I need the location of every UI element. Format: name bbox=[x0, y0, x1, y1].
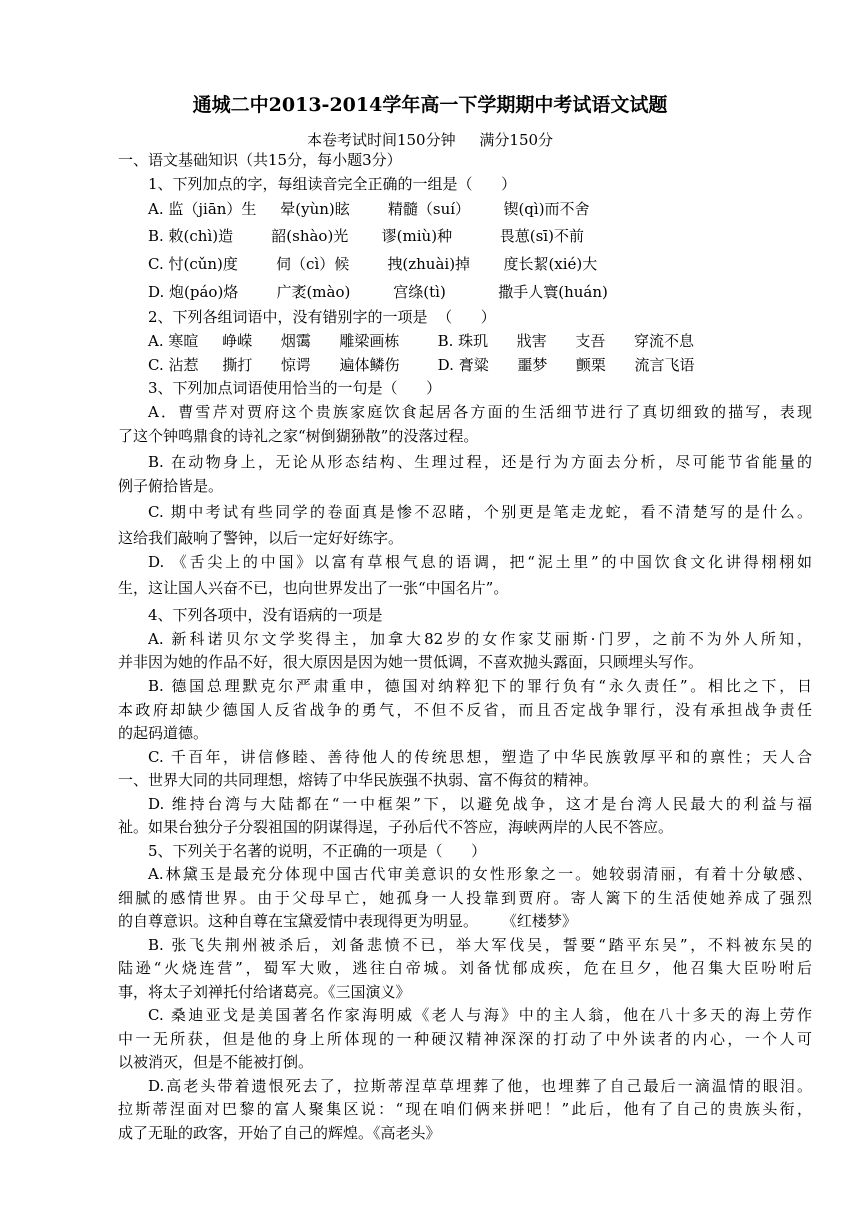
question-stem: 2、下列各组词语中，没有错别字的一项是 （ ） bbox=[148, 308, 496, 326]
paragraph-line: A．曹雪芹对贾府这个贵族家庭饮食起居各方面的生活细节进行了真切细致的描写，表现 bbox=[148, 403, 812, 421]
paragraph-line: 本政府却缺少德国人反省战争的勇气，不但不反省，而且否定战争罪行，没有承担战争责任 bbox=[118, 701, 812, 719]
question-stem: 3、下列加点词语使用恰当的一句是（ ） bbox=[148, 379, 442, 397]
paragraph-line: 的起码道德。 bbox=[118, 724, 209, 742]
paragraph-line: B. 在动物身上，无论从形态结构、生理过程，还是行为方面去分析，尽可能节省能量的 bbox=[148, 453, 812, 471]
paragraph-line: D.高老头带着遗恨死去了，拉斯蒂涅草草埋葬了他，也埋葬了自己最后一滴温情的眼泪。 bbox=[148, 1077, 812, 1095]
paragraph-line: 事，将太子刘禅托付给诸葛亮。《三国演义》 bbox=[118, 983, 411, 1001]
paragraph-line: 一、世界大同的共同理想，熔铸了中华民族强不执弱、富不侮贫的精神。 bbox=[118, 771, 599, 789]
section-heading: 一、语文基础知识（共15分，每小题3分） bbox=[118, 151, 402, 169]
question-stem: 4、下列各项中，没有语病的一项是 bbox=[148, 606, 383, 624]
paragraph-line: 中一无所获，但是他的身上所体现的一种硬汉精神深深的打动了中外读者的内心，一个人可 bbox=[118, 1030, 812, 1048]
paragraph-line: 陆逊“火烧连营”，蜀军大败，逃往白帝城。刘备忧郁成疾，危在旦夕，他召集大臣吩咐后 bbox=[118, 959, 812, 977]
paragraph-line: 拉斯蒂涅面对巴黎的富人聚集区说：“现在咱们俩来拼吧！”此后，他有了自己的贵族头衔， bbox=[118, 1100, 812, 1118]
option-line: C. 沾惹 撕打 惊谔 遍体鳞伤 D. 膏粱 噩梦 颤栗 流言飞语 bbox=[148, 356, 695, 374]
paragraph-line: 细腻的感情世界。由于父母早亡，她孤身一人投靠到贾府。寄人篱下的生活使她养成了强烈 bbox=[118, 889, 812, 907]
paragraph-line: A.林黛玉是最充分体现中国古代审美意识的女性形象之一。她较弱清丽，有着十分敏感、 bbox=[148, 865, 812, 883]
paragraph-line: C. 桑迪亚戈是美国著名作家海明威《老人与海》中的主人翁，他在八十多天的海上劳作 bbox=[148, 1006, 812, 1024]
paragraph-line: B. 德国总理默克尔严肃重申，德国对纳粹犯下的罪行负有“永久责任”。相比之下，日 bbox=[148, 677, 812, 695]
option-line: C. 忖(cǔn)度 伺（cì）候 拽(zhuài)掉 度长絜(xié)大 bbox=[148, 255, 598, 273]
paragraph-line: C. 千百年，讲信修睦、善待他人的传统思想，塑造了中华民族敦厚平和的禀性；天人合 bbox=[148, 748, 812, 766]
question-stem: 1、下列加点的字，每组读音完全正确的一组是（ ） bbox=[148, 175, 517, 193]
paragraph-line: 的自尊意识。这种自尊在宝黛爱情中表现得更为明显。 《红楼梦》 bbox=[118, 912, 577, 930]
paragraph-line: C. 期中考试有些同学的卷面真是惨不忍睹，个别更是笔走龙蛇，看不清楚写的是什么。 bbox=[148, 503, 812, 521]
paragraph-line: A. 新科诺贝尔文学奖得主，加拿大82岁的女作家艾丽斯·门罗，之前不为外人所知， bbox=[148, 630, 812, 648]
paragraph-line: 成了无耻的政客，开始了自己的辉煌。《高老头》 bbox=[118, 1124, 441, 1142]
paragraph-line: B. 张飞失荆州被杀后，刘备悲愤不已，举大军伐吴，誓要“踏平东吴”，不料被东吴的 bbox=[148, 936, 812, 954]
paragraph-line: 生，这让国人兴奋不已，也向世界发出了一张“中国名片”。 bbox=[118, 579, 509, 597]
paragraph-line: 这给我们敲响了警钟，以后一定好好练字。 bbox=[118, 529, 404, 547]
exam-info: 本卷考试时间150分钟 满分150分 bbox=[306, 131, 554, 149]
paragraph-line: D. 维持台湾与大陆都在“一中框架”下，以避免战争，这才是台湾人民最大的利益与福 bbox=[148, 795, 812, 813]
option-line: B. 敕(chì)造 韶(shào)光 谬(miù)种 畏葸(sī)不前 bbox=[148, 227, 584, 245]
paragraph-line: 了这个钟鸣鼎食的诗礼之家“树倒猢狲散”的没落过程。 bbox=[118, 427, 479, 445]
question-stem: 5、下列关于名著的说明，不正确的一项是（ ） bbox=[148, 842, 487, 860]
paragraph-line: D. 《舌尖上的中国》以富有草根气息的语调，把“泥土里”的中国饮食文化讲得栩栩如 bbox=[148, 553, 812, 571]
paragraph-line: 例子俯拾皆是。 bbox=[118, 477, 224, 495]
option-line: D. 炮(páo)烙 广袤(mào) 宫绦(tì) 撒手人寰(huán) bbox=[148, 283, 608, 301]
page-title: 通城二中2013-2014学年高一下学期期中考试语文试题 bbox=[192, 94, 668, 116]
paragraph-line: 祉。如果台独分子分裂祖国的阴谋得逞，子孙后代不答应，海峡两岸的人民不答应。 bbox=[118, 818, 674, 836]
option-line: A. 寒暄 峥嵘 烟霭 雕梁画栋 B. 珠玑 戕害 支吾 穿流不息 bbox=[148, 332, 694, 350]
paragraph-line: 并非因为她的作品不好，很大原因是因为她一贯低调，不喜欢抛头露面，只顾埋头写作。 bbox=[118, 653, 704, 671]
paragraph-line: 以被消灭，但是不能被打倒。 bbox=[118, 1053, 314, 1071]
option-line: A. 监（jiān）生 晕(yùn)眩 精髓（suí） 锲(qì)而不舍 bbox=[148, 200, 590, 218]
